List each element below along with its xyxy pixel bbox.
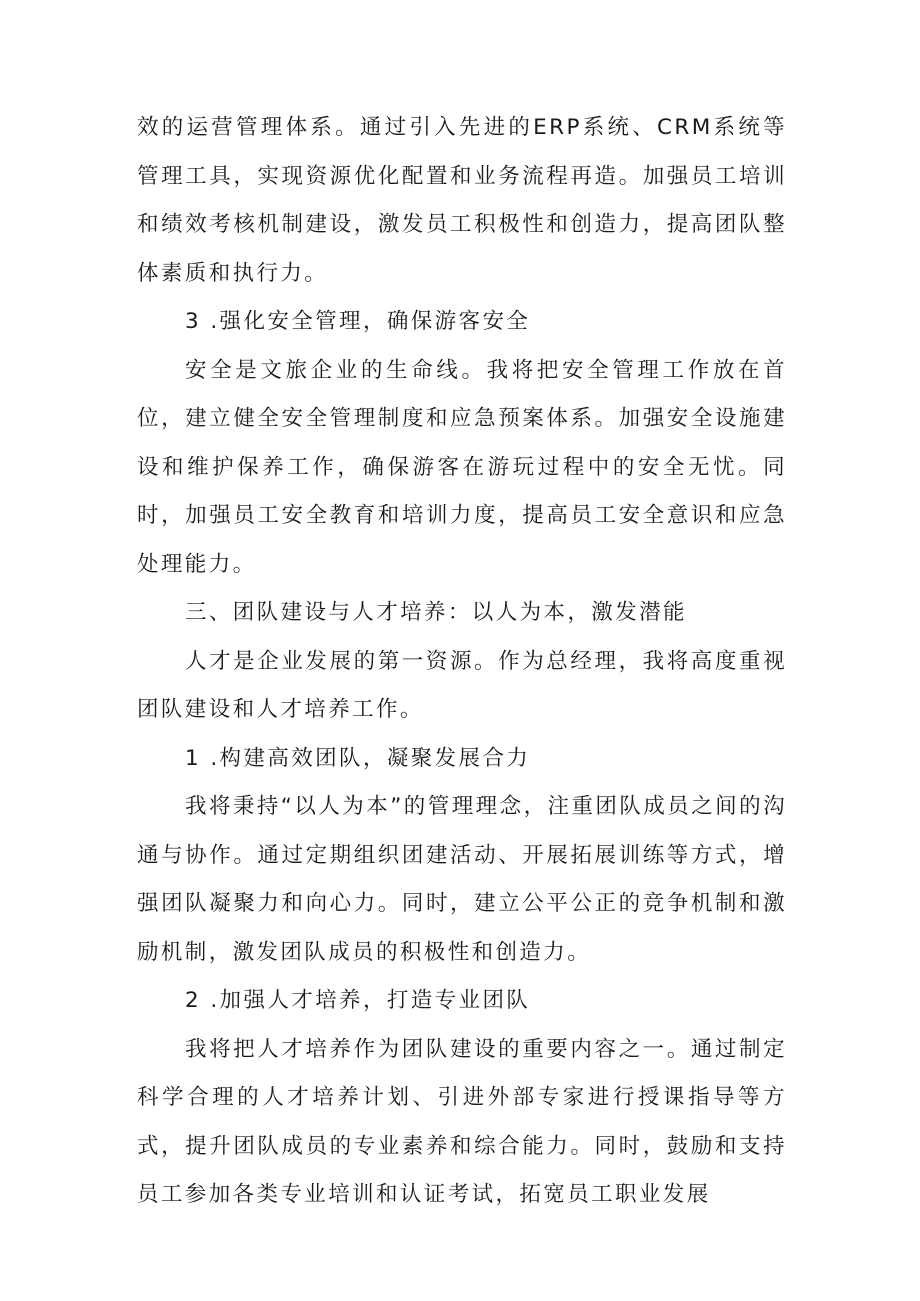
section-heading-team: 三、团队建设与人才培养：以人为本，激发潜能 — [185, 600, 687, 625]
paragraph-efficient-team: 我将秉持“以人为本”的管理理念，注重团队成员之间的沟通与协作。通过定期组织团建活动、开展拓展训练等方式，增强团队凝聚力和向心力。同时，建立公平公正的竞争机制和激励机制，激发团队成员的积极性和创造力。 — [137, 794, 787, 965]
subheading-safety: 3 .强化安全管理，确保游客安全 — [185, 309, 531, 334]
paragraph-safety: 安全是文旅企业的生命线。我将把安全管理工作放在首位，建立健全安全管理制度和应急预案体系。加强安全设施建设和维护保养工作，确保游客在游玩过程中的安全无忧。同时，加强员工安全教育和培训力度，提高员工安全意识和应急处理能力。 — [137, 357, 787, 577]
paragraph-talent-training: 我将把人才培养作为团队建设的重要内容之一。通过制定科学合理的人才培养计划、引进外部专家进行授课指导等方式，提升团队成员的专业素养和综合能力。同时，鼓励和支持员工参加各类专业培训和认证考试，拓宽员工职业发展 — [137, 1036, 787, 1207]
subheading-efficient-team: 1 .构建高效团队，凝聚发展合力 — [185, 745, 531, 771]
paragraph-continuation: 效的运营管理体系。通过引入先进的ERP系统、CRM系统等管理工具，实现资源优化配置和业务流程再造。加强员工培训和绩效考核机制建设，激发员工积极性和创造力，提高团队整体素质和执行力。 — [137, 115, 787, 286]
document-body — [137, 104, 787, 1220]
paragraph-talent-intro: 人才是企业发展的第一资源。作为总经理，我将高度重视团队建设和人才培养工作。 — [137, 648, 787, 722]
subheading-talent-training: 2 .加强人才培养，打造专业团队 — [185, 988, 531, 1013]
